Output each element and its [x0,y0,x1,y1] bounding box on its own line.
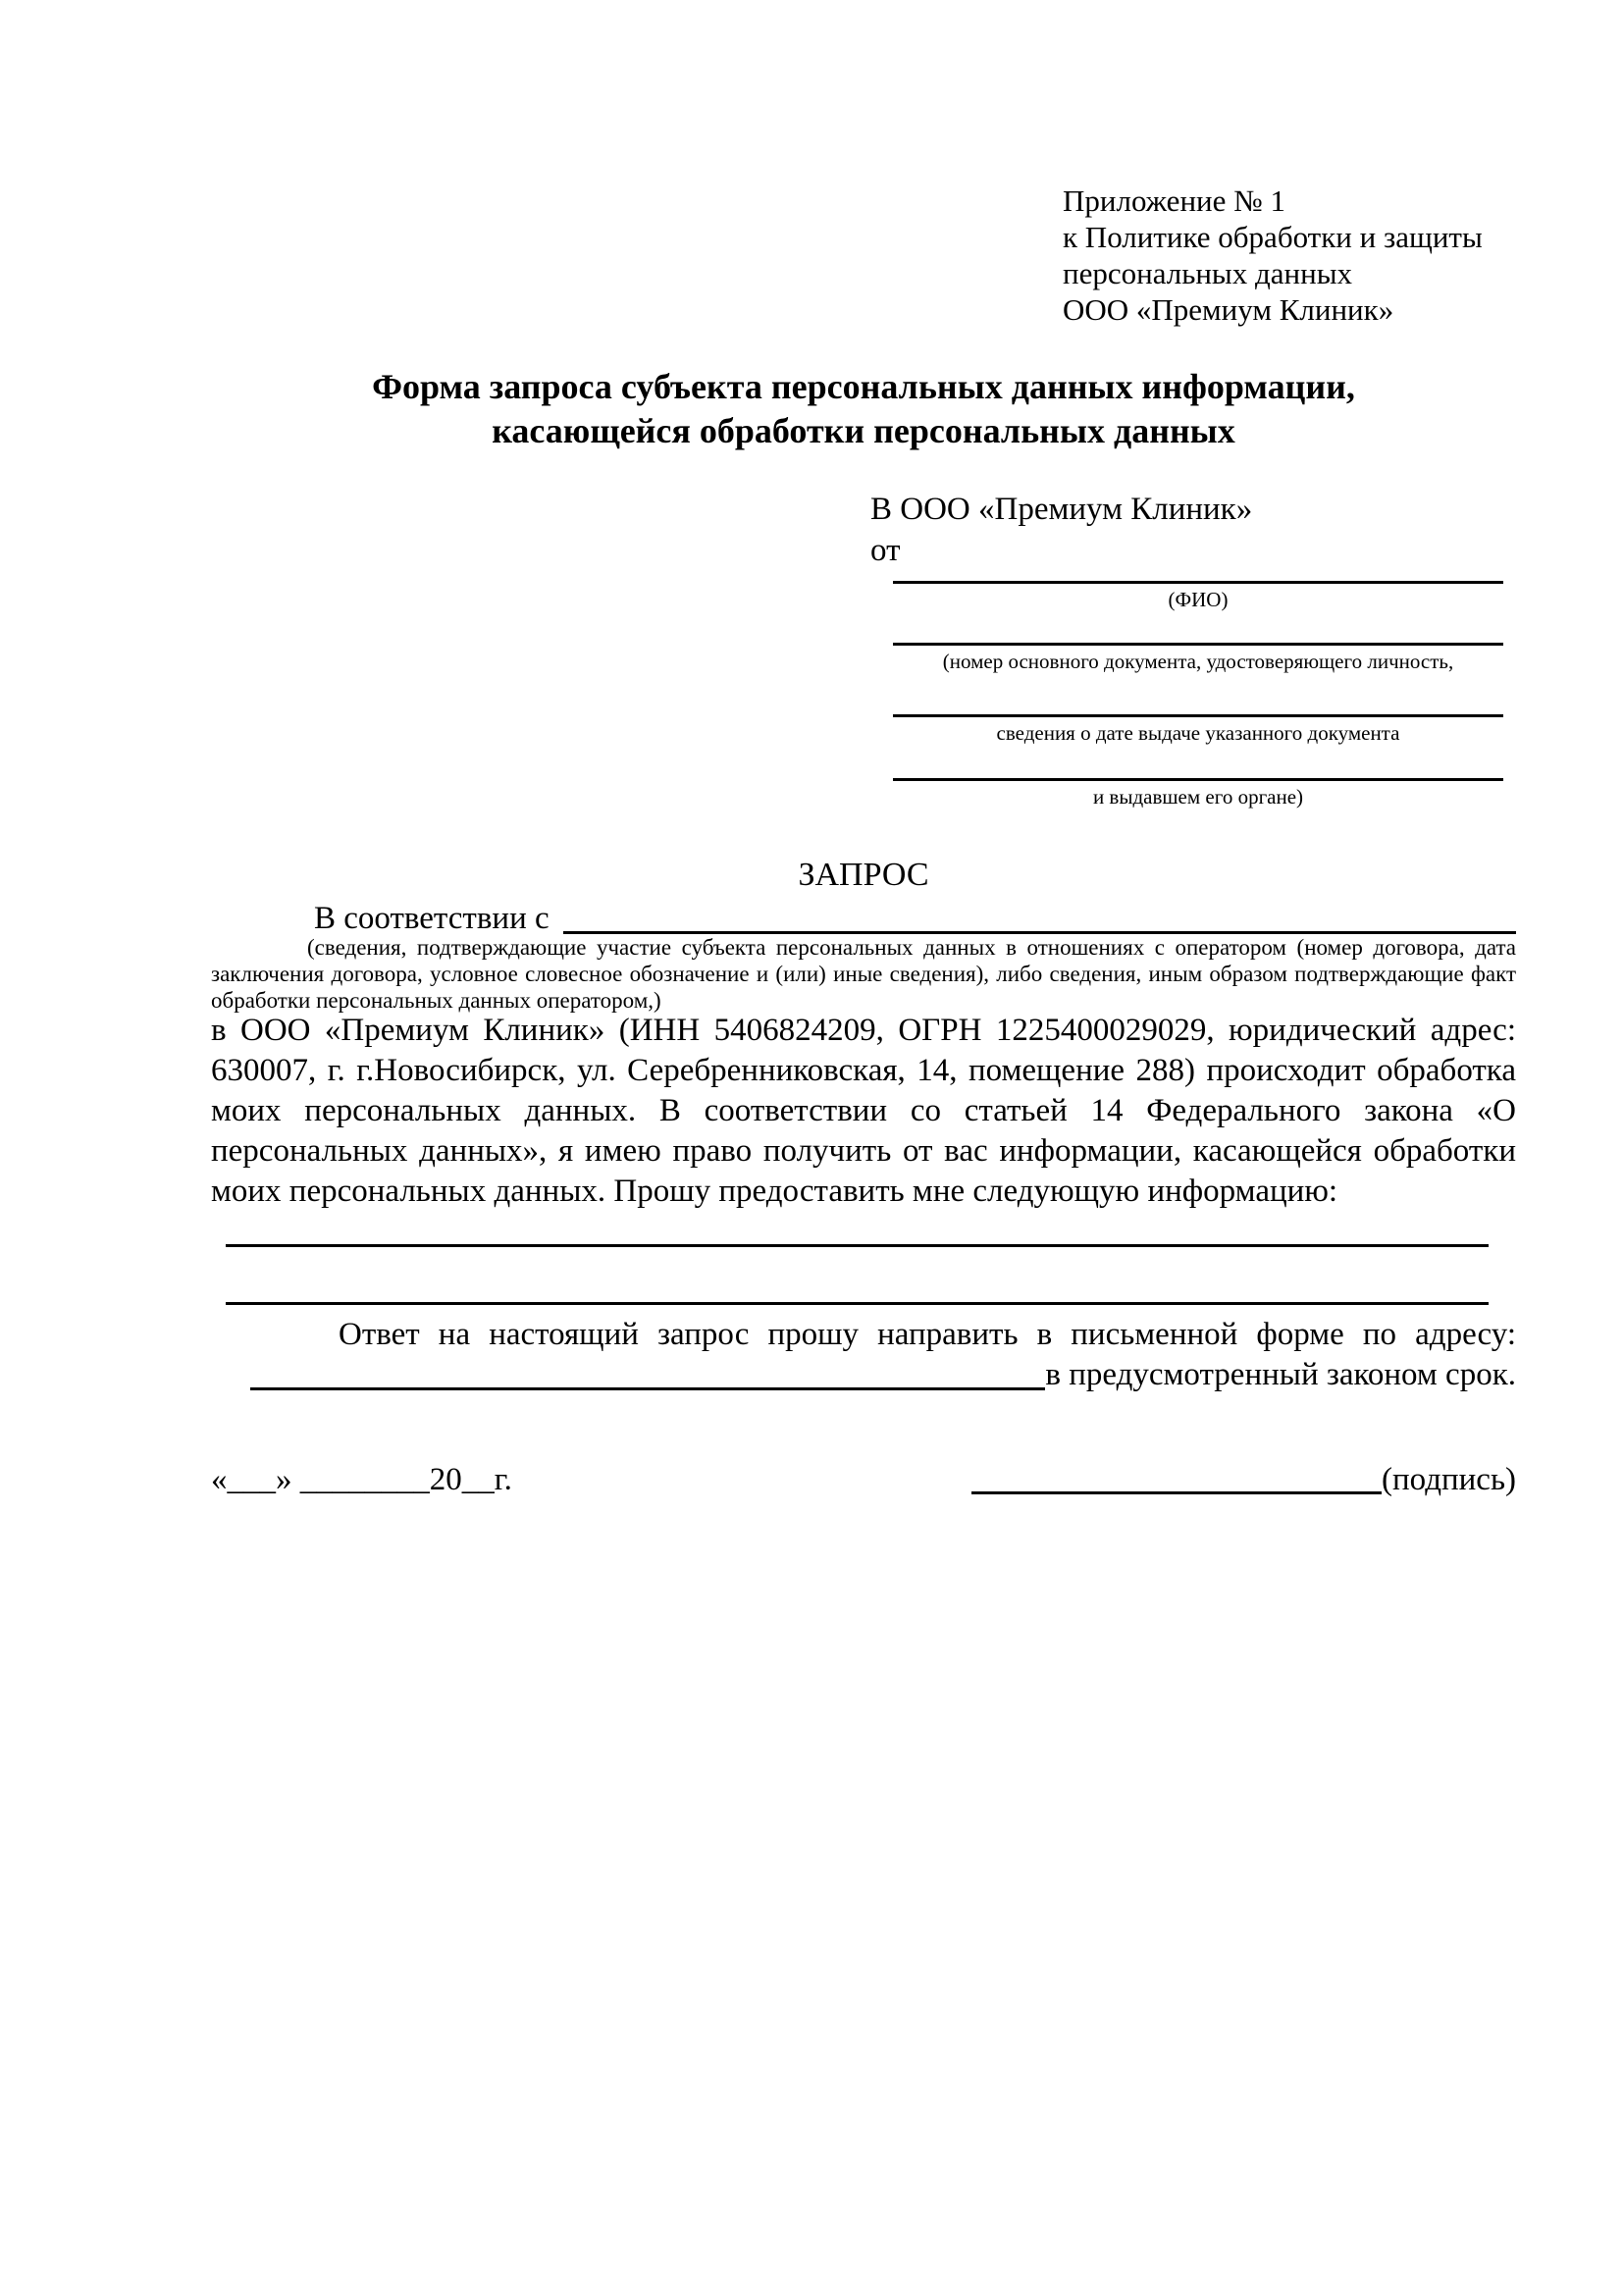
basis-intro-label: В соответствии с [314,901,550,936]
fio-caption: (ФИО) [1168,588,1229,611]
issuing-authority-blank-line [893,778,1503,781]
doc-number-caption: (номер основного документа, удостоверяющего личность, [942,650,1454,673]
reply-paragraph: Ответ на настоящий запрос прошу направить в письменной форме по адресу: [339,1317,1516,1352]
date-placeholder: «___» ________20__г. [211,1462,512,1497]
signature-group [971,1460,1516,1500]
reply-address-row [211,1355,1516,1395]
basis-intro-row [211,899,1516,939]
appendix-line: персональных данных [1063,256,1353,290]
basis-footnote: (сведения, подтверждающие участие субъекта персональных данных в отношениях с оператором (номер договора, дата заключения договора, условное словесное обозначение и (или) иные сведения), либо сведения, иным образом подтверждающие факт обработки персональных данных оператором,) [211,935,1516,1013]
fio-blank-line [893,581,1503,584]
reply-deadline-text: в предусмотренный законом срок. [1045,1357,1516,1392]
issuing-authority-caption: и выдавшем его органе) [1092,785,1304,809]
issue-date-caption: сведения о дате выдаче указанного документа [996,721,1400,745]
info-blank-line-2 [226,1302,1489,1305]
appendix-line: ООО «Премиум Клиник» [1063,292,1394,327]
form-title-line-2: касающейся обработки персональных данных [492,411,1235,450]
doc-number-blank-line [893,643,1503,646]
footer-row [211,1460,1516,1500]
appendix-block [1063,183,1483,328]
form-title-line-1: Форма запроса субъекта персональных данных информации, [372,367,1355,406]
appendix-line: к Политике обработки и защиты [1063,220,1483,254]
addressee-from-label: от [870,533,901,568]
form-title [211,365,1516,453]
issue-date-blank-line [893,714,1503,717]
addressee-to: В ООО «Премиум Клиник» [870,492,1253,527]
appendix-line: Приложение № 1 [1063,183,1285,218]
request-body: в ООО «Премиум Клиник» (ИНН 5406824209, ОГРН 1225400029029, юридический адрес: 630007, г. г.Новосибирск, ул. Серебренниковская, 14, помещение 288) происходит обработка моих персональных данных. В соответствии со статьей 14 Федерального закона «О персональных данных», я имею право получить от вас информации, касающейся обработки моих персональных данных. Прошу предоставить мне следующую информацию: [211,1013,1516,1209]
reply-address-blank-line [250,1387,1045,1390]
signature-caption: (подпись) [1382,1462,1516,1497]
request-heading: ЗАПРОС [798,857,929,893]
signature-blank-line [971,1491,1382,1494]
info-blank-line-1 [226,1244,1489,1247]
